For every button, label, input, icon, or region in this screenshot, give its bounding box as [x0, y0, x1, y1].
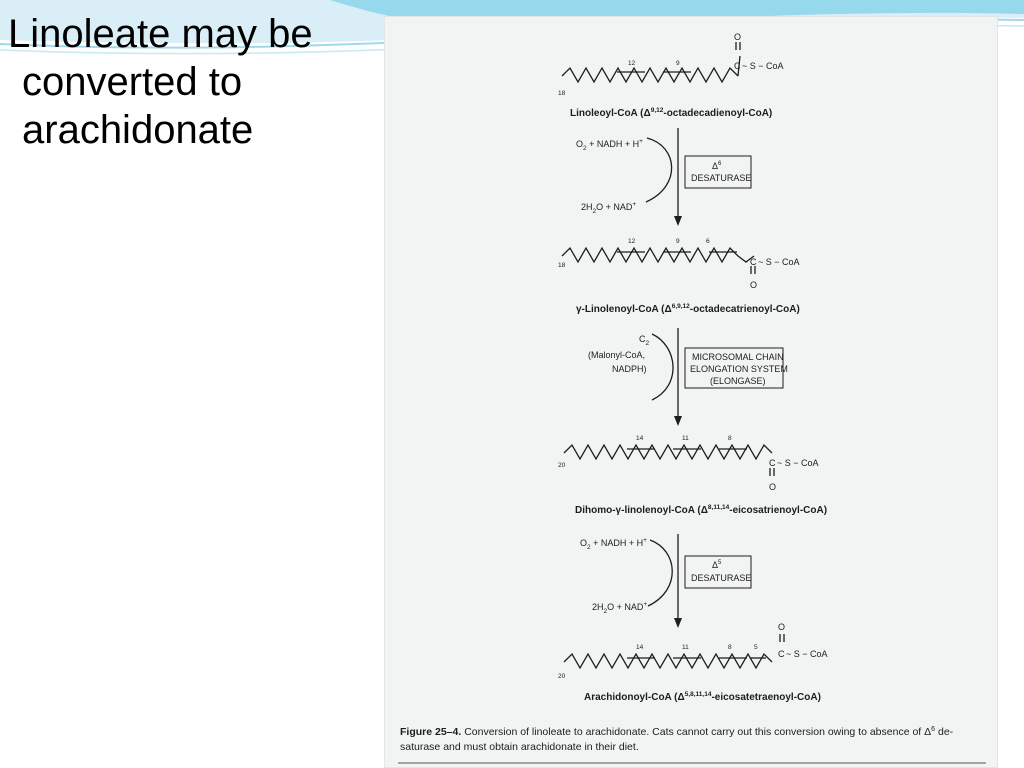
step1-enzyme-delta: $\Delta^6$	[712, 161, 722, 171]
s2-carbonyl-c: C	[750, 257, 757, 267]
s3-carbonyl-c: C	[769, 458, 776, 468]
figure-caption-line-2: saturase and must obtain arachidonate in their diet.	[400, 741, 639, 753]
step1-outputs: $2H_2O + NAD^+$	[581, 201, 637, 215]
step2-enzyme-line3: (ELONGASE)	[710, 376, 766, 386]
s4-name: Arachidonoyl-CoA $(\Delta^{5,8,11,14}-eicosatetraenoyl-CoA)$	[584, 691, 821, 703]
s2-carbon-count: 18	[558, 262, 566, 269]
s1-carbonyl-o: O	[734, 32, 742, 42]
step3-enzyme: DESATURASE	[691, 573, 752, 583]
s3-bond-pos-2: 11	[682, 435, 689, 442]
slide-title-line-3: arachidonate	[22, 108, 254, 152]
step3-outputs: $2H_2O + NAD^+$	[592, 601, 648, 615]
step3-inputs: $O_2$ + NADH + H+	[580, 537, 647, 551]
s2-carbonyl-o: O	[750, 280, 758, 290]
dihomo-gamma-linolenoyl-chain	[564, 445, 774, 476]
step2-input-line3: NADPH)	[612, 364, 647, 374]
s3-thioester: ~ S − CoA	[777, 458, 819, 468]
step1-inputs: $O_2$ + NADH + H+	[576, 138, 643, 152]
arachidonoyl-chain	[564, 634, 784, 668]
s4-bond-pos-4: 5	[754, 644, 758, 651]
s4-carbonyl-c: C	[778, 649, 785, 659]
arrow-head-1	[674, 216, 682, 226]
s2-bond-pos-2: 9	[676, 238, 680, 245]
s2-thioester: ~ S − CoA	[758, 257, 800, 267]
slide-title-line-1: Linoleate may be	[8, 12, 313, 56]
s3-name: Dihomo-γ-linolenoyl-CoA $(\Delta^{8,11,14}-eicosatrienoyl-CoA)$	[575, 504, 828, 516]
s3-carbon-count: 20	[558, 462, 566, 469]
s4-bond-pos-2: 11	[682, 644, 689, 651]
s4-bond-pos-3: 8	[728, 644, 732, 651]
step2-input-c: $C_2$	[639, 334, 650, 347]
s4-thioester: ~ S − CoA	[786, 649, 828, 659]
textbook-figure-scan	[384, 16, 998, 768]
s1-thioester: ~ S − CoA	[742, 61, 784, 71]
gamma-linolenoyl-chain	[562, 248, 755, 274]
arrow-head-3	[674, 618, 682, 628]
pathway-diagram	[384, 16, 998, 768]
s3-carbonyl-o: O	[769, 482, 777, 492]
step2-enzyme-line1: MICROSOMAL CHAIN	[692, 352, 784, 362]
step2-input-line2: (Malonyl-CoA,	[588, 350, 646, 360]
s3-bond-pos-1: 14	[636, 435, 644, 442]
s2-bond-pos-1: 12	[628, 238, 636, 245]
arrow-head-2	[674, 416, 682, 426]
s4-bond-pos-1: 14	[636, 644, 644, 651]
s2-bond-pos-3: 6	[706, 238, 710, 245]
s1-carbon-count: 18	[558, 90, 566, 97]
step2-enzyme-line2: ELONGATION SYSTEM	[690, 364, 788, 374]
figure-caption-line-1: Figure 25–4. Conversion of linoleate to arachidonate. Cats cannot carry out this conversion owing to absence of $\Delta^6$ de-	[400, 726, 954, 738]
s3-bond-pos-3: 8	[728, 435, 732, 442]
s2-name: γ-Linolenoyl-CoA $(\Delta^{6,9,12}-octadecatrienoyl-CoA)$	[576, 303, 800, 315]
s4-carbon-count: 20	[558, 673, 566, 680]
s4-carbonyl-o: O	[778, 622, 786, 632]
slide-title	[8, 10, 378, 154]
step3-enzyme-delta: $\Delta^5$	[712, 560, 722, 570]
linoleoyl-chain	[562, 42, 740, 82]
slide-title-line-2: converted to	[22, 60, 243, 104]
s1-name: Linoleoyl-CoA $(\Delta^{9,12}-octadecadienoyl-CoA)$	[570, 107, 773, 119]
s1-bond-pos-2: 9	[676, 60, 680, 67]
s1-carbonyl-c: C	[734, 61, 741, 71]
step1-enzyme: DESATURASE	[691, 173, 752, 183]
s1-bond-pos-1: 12	[628, 60, 636, 67]
